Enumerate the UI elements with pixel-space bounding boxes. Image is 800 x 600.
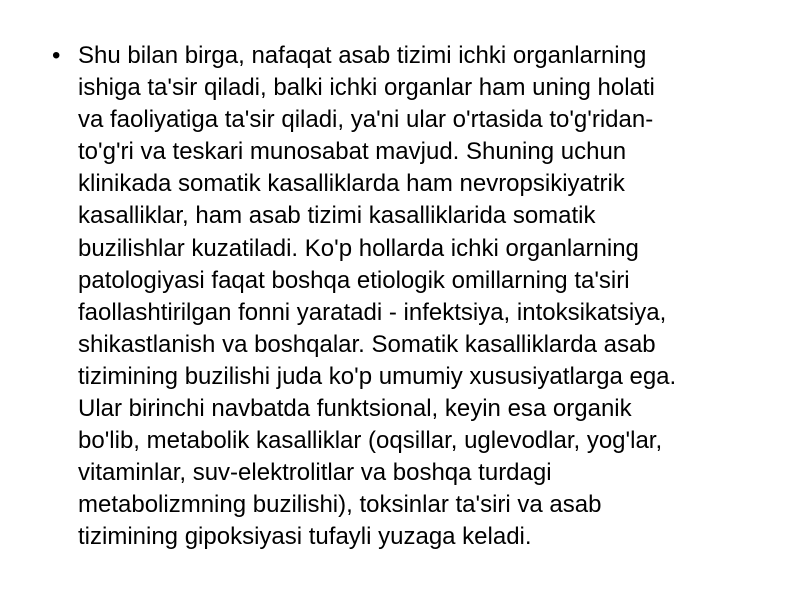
text-line: va faoliyatiga ta'sir qiladi, ya'ni ular o'rtasida to'g'ridan- xyxy=(78,106,654,134)
text-line: tizimining buzilishi juda ko'p umumiy xususiyatlarga ega. xyxy=(78,362,677,390)
bullet-text xyxy=(78,40,762,554)
text-line: metabolizmning buzilishi), toksinlar ta'siri va asab xyxy=(78,491,602,519)
bullet-icon: • xyxy=(52,42,61,69)
bullet-list xyxy=(52,40,762,554)
text-line: ishiga ta'sir qiladi, balki ichki organlar ham uning holati xyxy=(78,74,655,102)
text-line: Shu bilan birga, nafaqat asab tizimi ichki organlarning xyxy=(78,42,647,69)
text-line: faollashtirilgan fonni yaratadi - infektsiya, intoksikatsiya, xyxy=(78,298,667,326)
text-line: klinikada somatik kasalliklarda ham nevropsikiyatrik xyxy=(78,170,625,198)
text-line: vitaminlar, suv-elektrolitlar va boshqa turdagi xyxy=(78,459,552,487)
text-line: buzilishlar kuzatiladi. Ko'p hollarda ichki organlarning xyxy=(78,234,639,262)
bullet-item xyxy=(52,40,762,554)
text-line: Ular birinchi navbatda funktsional, keyin esa organik xyxy=(78,395,632,423)
text-line: to'g'ri va teskari munosabat mavjud. Shuning uchun xyxy=(78,138,627,166)
text-line: bo'lib, metabolik kasalliklar (oqsillar, uglevodlar, yog'lar, xyxy=(78,427,663,455)
text-line: kasalliklar, ham asab tizimi kasalliklarida somatik xyxy=(78,202,596,230)
text-line: patologiyasi faqat boshqa etiologik omillarning ta'siri xyxy=(78,266,630,294)
text-line: tizimining gipoksiyasi tufayli yuzaga keladi. xyxy=(78,523,532,551)
text-line: shikastlanish va boshqalar. Somatik kasalliklarda asab xyxy=(78,330,656,358)
